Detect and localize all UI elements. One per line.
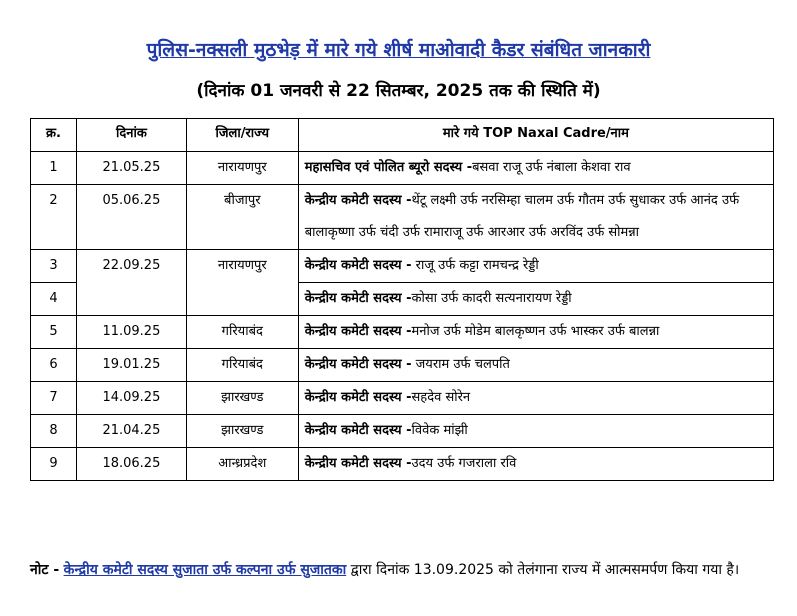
header-name: मारे गये TOP Naxal Cadre/नाम (298, 119, 773, 152)
note-label: नोट - (30, 562, 60, 578)
table-row (31, 382, 774, 415)
cadre-name: बसवा राजू उर्फ नंबाला केशवा राव (472, 160, 631, 175)
table-row (31, 316, 774, 349)
page-subtitle: (दिनांक 01 जनवरी से 22 सितम्बर, 2025 तक की स्थिति में) (196, 81, 601, 101)
cadre-name: कोसा उर्फ कादरी सत्यनारायण रेड्डी (411, 291, 572, 306)
row-cadre (298, 250, 773, 283)
table-row (31, 250, 774, 283)
row-district: बीजापुर (186, 185, 298, 250)
row-date: 22.09.25 (76, 250, 186, 316)
cadre-role: केन्द्रीय कमेटी सदस्य - (304, 456, 412, 471)
table-row (31, 349, 774, 382)
cadre-role: केन्द्रीय कमेटी सदस्य - (304, 258, 412, 273)
row-district: गरियाबंद (186, 349, 298, 382)
row-cadre (298, 415, 773, 448)
row-serial: 1 (31, 152, 77, 185)
cadre-role: महासचिव एवं पोलित ब्यूरो सदस्य - (304, 160, 473, 175)
cadre-role: केन्द्रीय कमेटी सदस्य - (304, 357, 412, 372)
row-serial: 3 (31, 250, 77, 283)
cadre-name: राजू उर्फ कट्टा रामचन्द्र रेड्डी (411, 258, 539, 273)
table-row (31, 415, 774, 448)
table-row (31, 152, 774, 185)
row-district: आन्ध्रप्रदेश (186, 448, 298, 481)
table-row (31, 185, 774, 250)
note-highlight: केन्द्रीय कमेटी सदस्य सुजाता उर्फ कल्पना उर्फ सुजातका (63, 562, 347, 578)
row-serial: 2 (31, 185, 77, 250)
cadre-role: केन्द्रीय कमेटी सदस्य - (304, 291, 412, 306)
row-district: झारखण्ड (186, 382, 298, 415)
row-serial: 7 (31, 382, 77, 415)
row-date: 21.05.25 (76, 152, 186, 185)
row-date: 05.06.25 (76, 185, 186, 250)
cadre-role: केन्द्रीय कमेटी सदस्य - (304, 423, 412, 438)
cadre-role: केन्द्रीय कमेटी सदस्य - (304, 193, 412, 208)
cadre-name: विवेक मांझी (411, 423, 468, 438)
cadre-name: उदय उर्फ गजराला रवि (411, 456, 517, 471)
row-district: नारायणपुर (186, 250, 298, 316)
note-text: द्वारा दिनांक 13.09.2025 को तेलंगाना राज्य में आत्मसमर्पण किया गया है। (346, 562, 740, 578)
row-cadre (298, 316, 773, 349)
row-cadre (298, 448, 773, 481)
row-district: झारखण्ड (186, 415, 298, 448)
row-serial: 5 (31, 316, 77, 349)
table-header-row (31, 119, 774, 152)
row-district: गरियाबंद (186, 316, 298, 349)
row-cadre (298, 185, 773, 250)
row-date: 18.06.25 (76, 448, 186, 481)
row-serial: 9 (31, 448, 77, 481)
row-serial: 6 (31, 349, 77, 382)
row-date: 11.09.25 (76, 316, 186, 349)
header-district: जिला/राज्य (186, 119, 298, 152)
row-serial: 4 (31, 283, 77, 316)
row-date: 21.04.25 (76, 415, 186, 448)
row-cadre (298, 152, 773, 185)
surrender-note (30, 560, 774, 580)
row-district: नारायणपुर (186, 152, 298, 185)
cadre-table (30, 118, 774, 481)
cadre-name: मनोज उर्फ मोडेम बालकृष्णन उर्फ भास्कर उर्फ बालन्ना (411, 324, 660, 339)
header-serial: क्र. (31, 119, 77, 152)
table-row (31, 448, 774, 481)
cadre-name: सहदेव सोरेन (411, 390, 471, 405)
cadre-name: थेंटू लक्ष्मी उर्फ नरसिम्हा चालम उर्फ गौतम उर्फ सुधाकर उर्फ आनंद उर्फ बालाकृष्णा उर्फ चंदी उर्फ रामाराजू उर्फ आरआर उर्फ अरविंद उर्फ सोमन्ना (304, 193, 740, 240)
row-serial: 8 (31, 415, 77, 448)
row-date: 14.09.25 (76, 382, 186, 415)
cadre-role: केन्द्रीय कमेटी सदस्य - (304, 324, 412, 339)
row-date: 19.01.25 (76, 349, 186, 382)
cadre-role: केन्द्रीय कमेटी सदस्य - (304, 390, 412, 405)
row-cadre (298, 349, 773, 382)
row-cadre (298, 382, 773, 415)
header-date: दिनांक (76, 119, 186, 152)
page-title: पुलिस-नक्सली मुठभेड़ में मारे गये शीर्ष माओवादी कैडर संबंधित जानकारी (146, 39, 651, 61)
cadre-name: जयराम उर्फ चलपति (411, 357, 510, 372)
row-cadre (298, 283, 773, 316)
